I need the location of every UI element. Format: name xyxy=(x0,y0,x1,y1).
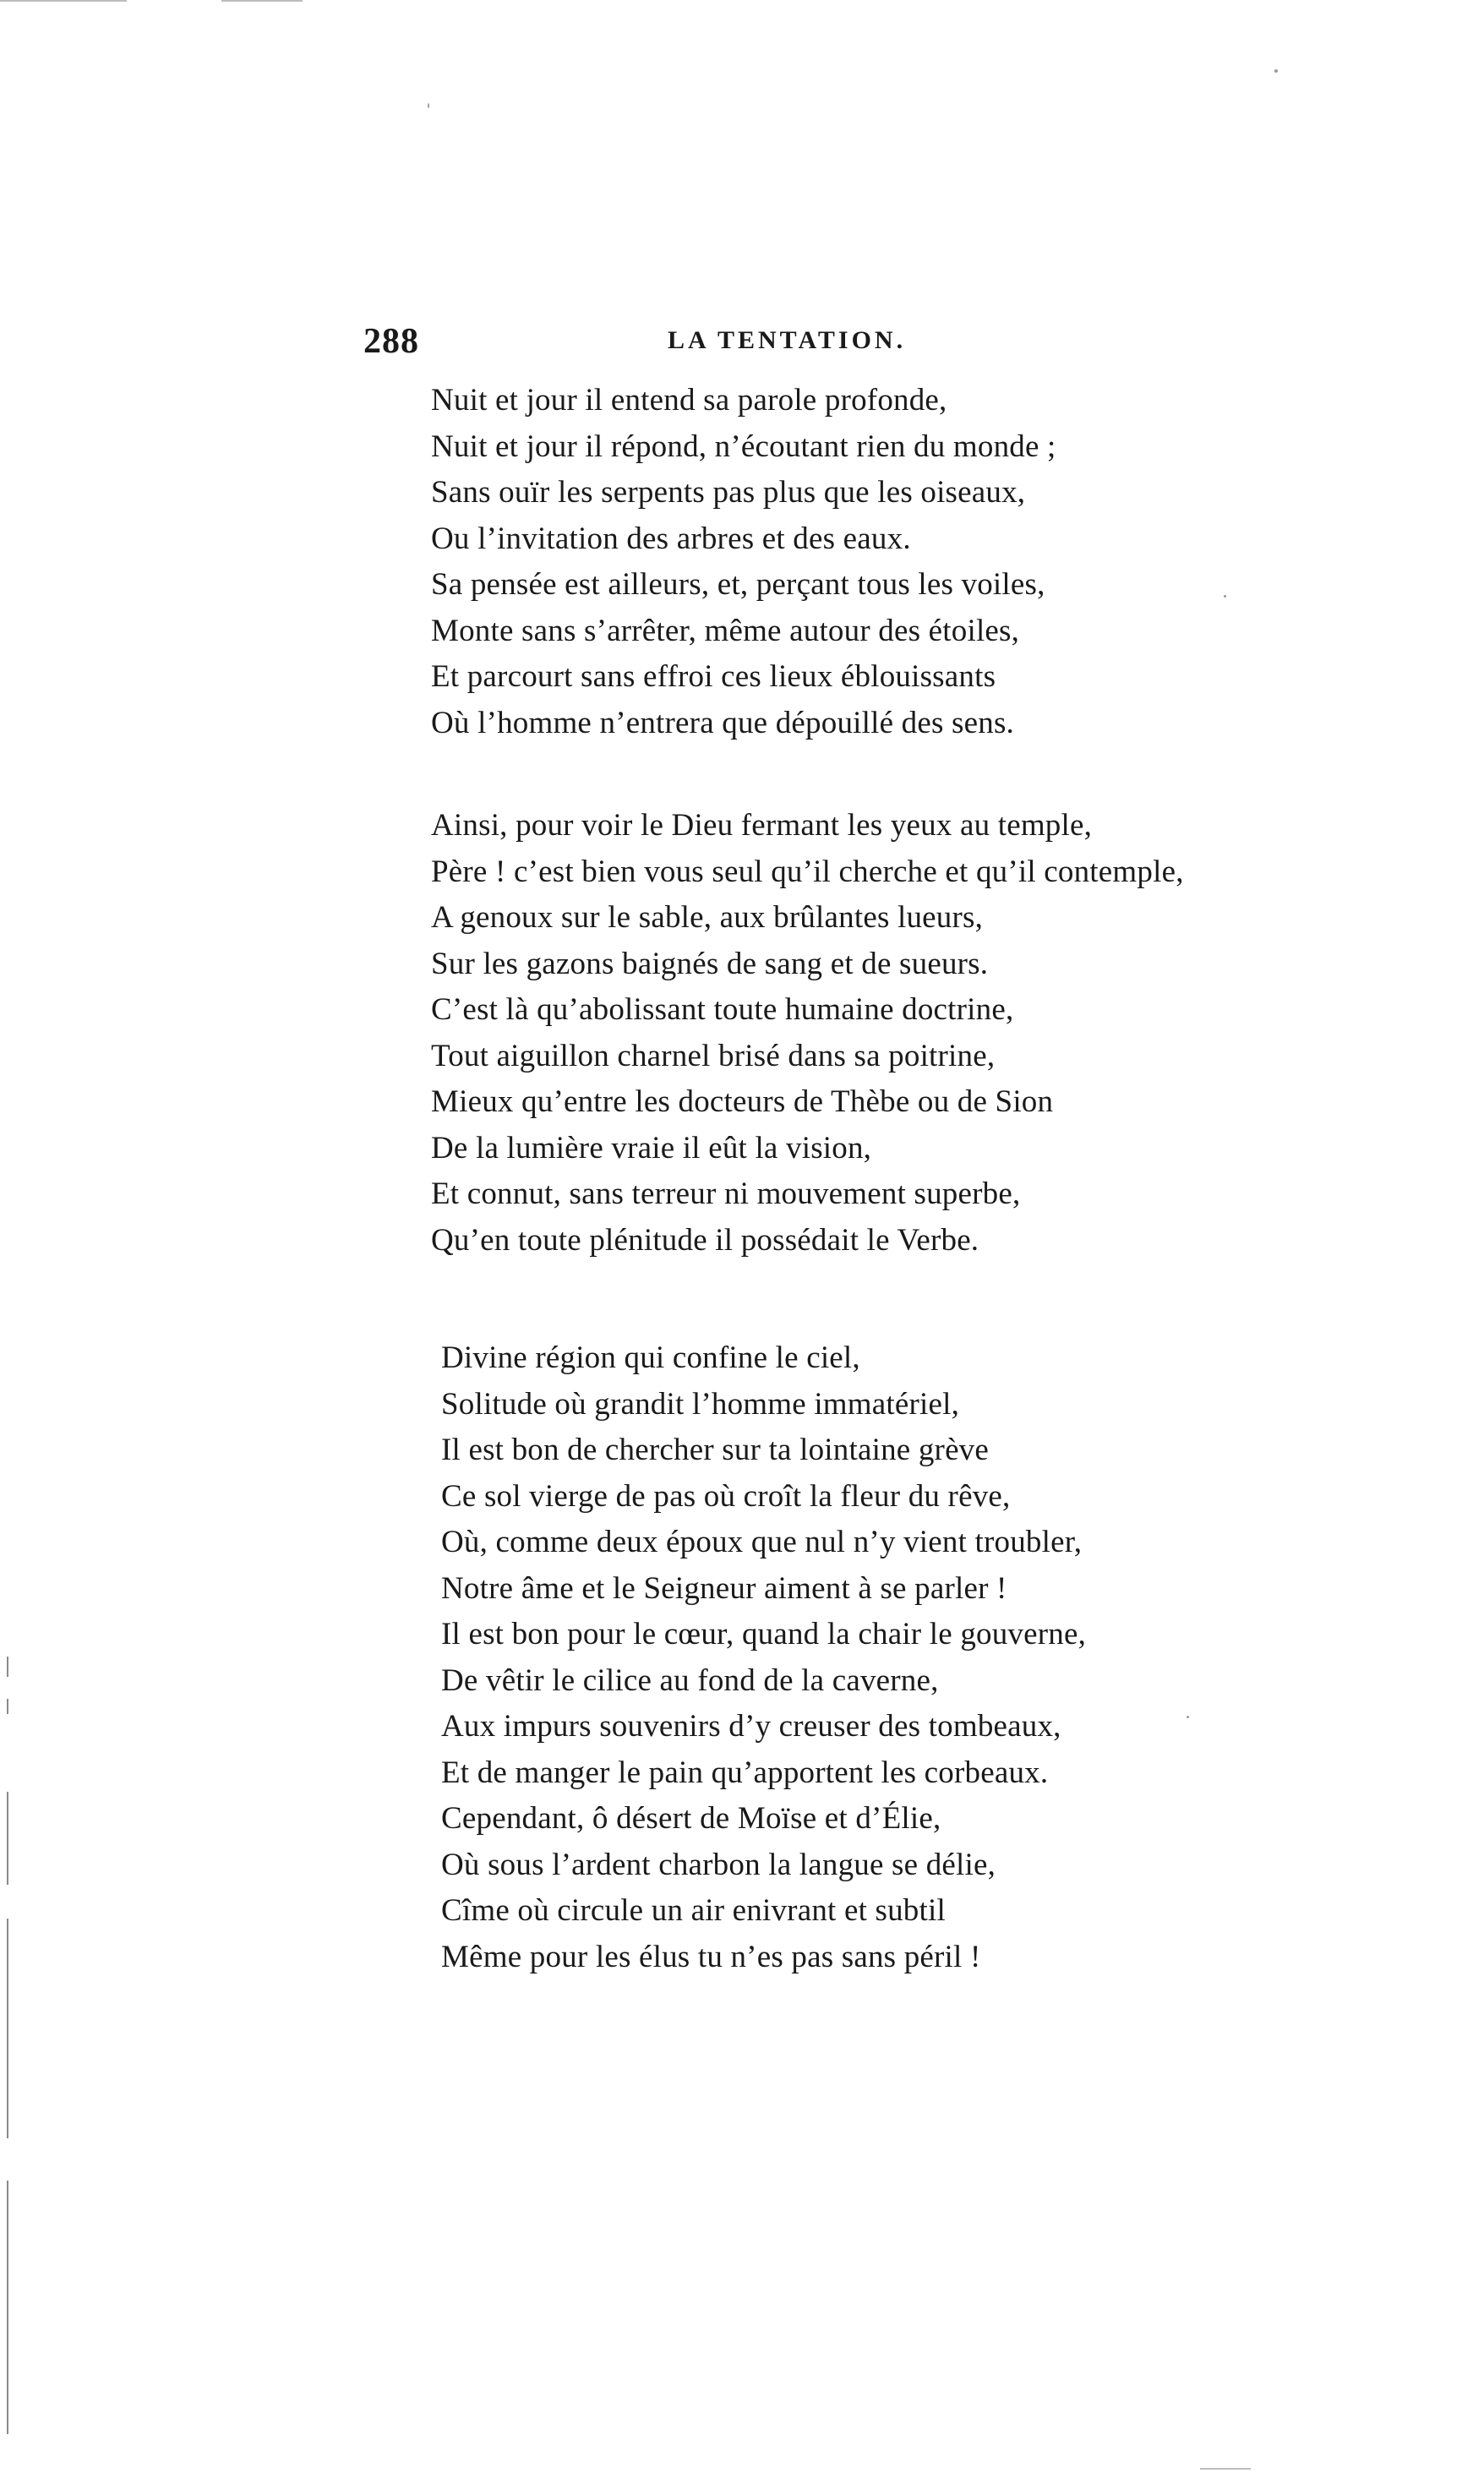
margin-mark-4 xyxy=(7,1919,8,2138)
running-title: LA TENTATION. xyxy=(668,326,907,354)
verse-line: Ce sol vierge de pas où croît la fleur du rêve, xyxy=(441,1478,1011,1514)
verse-line: Où sous l’ardent charbon la langue se délie, xyxy=(441,1847,996,1882)
verse-line: De la lumière vraie il eût la vision, xyxy=(431,1130,872,1166)
verse-line: Monte sans s’arrêter, même autour des étoiles, xyxy=(431,613,1020,648)
verse-line: Même pour les élus tu n’es pas sans péril ! xyxy=(441,1939,981,1974)
verse-line: Sa pensée est ailleurs, et, perçant tous les voiles, xyxy=(431,567,1045,602)
verse-line: Sans ouïr les serpents pas plus que les oiseaux, xyxy=(431,475,1026,510)
speck-1 xyxy=(1274,69,1278,73)
verse-line: Et connut, sans terreur ni mouvement superbe, xyxy=(431,1176,1021,1211)
verse-line: Nuit et jour il répond, n’écoutant rien du monde ; xyxy=(431,429,1056,464)
speck-2 xyxy=(428,103,429,108)
verse-line: Tout aiguillon charnel brisé dans sa poitrine, xyxy=(431,1038,996,1073)
verse-line: Aux impurs souvenirs d’y creuser des tombeaux, xyxy=(441,1709,1061,1744)
margin-mark-1 xyxy=(7,1657,8,1677)
stanza-3 xyxy=(441,1335,1086,1980)
speck-3 xyxy=(1224,595,1226,598)
verse-line: Cîme où circule un air enivrant et subtil xyxy=(441,1893,946,1928)
stanza-2 xyxy=(431,803,1184,1264)
scan-artifact-bottom-right xyxy=(1200,2468,1251,2470)
verse-line: Cependant, ô désert de Moïse et d’Élie, xyxy=(441,1801,941,1836)
verse-line: A genoux sur le sable, aux brûlantes lueurs, xyxy=(431,900,984,935)
scan-artifact-top-left xyxy=(0,0,127,2)
margin-mark-5 xyxy=(7,2181,8,2434)
running-head xyxy=(363,321,1208,372)
verse-line: Où l’homme n’entrera que dépouillé des sens. xyxy=(431,705,1015,740)
verse-line: De vêtir le cilice au fond de la caverne, xyxy=(441,1662,939,1698)
verse-line: Nuit et jour il entend sa parole profonde, xyxy=(431,383,947,418)
verse-line: Où, comme deux époux que nul n’y vient troubler, xyxy=(441,1525,1083,1559)
margin-mark-2 xyxy=(7,1699,8,1714)
verse-line: Ainsi, pour voir le Dieu fermant les yeux au temple, xyxy=(431,808,1093,843)
verse-line: Qu’en toute plénitude il possédait le Verbe. xyxy=(431,1222,979,1258)
verse-line: Ou l’invitation des arbres et des eaux. xyxy=(431,521,911,556)
scan-artifact-top xyxy=(221,0,303,2)
verse-line: Il est bon de chercher sur ta lointaine grève xyxy=(441,1433,990,1467)
verse-line: Notre âme et le Seigneur aiment à se parler ! xyxy=(441,1570,1007,1606)
margin-mark-3 xyxy=(7,1792,8,1885)
verse-line: Solitude où grandit l’homme immatériel, xyxy=(441,1386,960,1422)
verse-line: Et de manger le pain qu’apportent les corbeaux. xyxy=(441,1755,1049,1790)
verse-line: Il est bon pour le cœur, quand la chair le gouverne, xyxy=(441,1617,1087,1651)
verse-line: Et parcourt sans effroi ces lieux éblouissants xyxy=(431,659,996,694)
verse-line: C’est là qu’abolissant toute humaine doctrine, xyxy=(431,992,1014,1027)
verse-line: Divine région qui confine le ciel, xyxy=(441,1340,860,1375)
speck-4 xyxy=(1187,1716,1189,1718)
page-number: 288 xyxy=(363,322,419,361)
verse-line: Sur les gazons baignés de sang et de sueurs. xyxy=(431,946,989,981)
verse-line: Père ! c’est bien vous seul qu’il cherche et qu’il contemple, xyxy=(431,854,1184,889)
stanza-1 xyxy=(431,378,1056,746)
verse-line: Mieux qu’entre les docteurs de Thèbe ou de Sion xyxy=(431,1084,1054,1119)
